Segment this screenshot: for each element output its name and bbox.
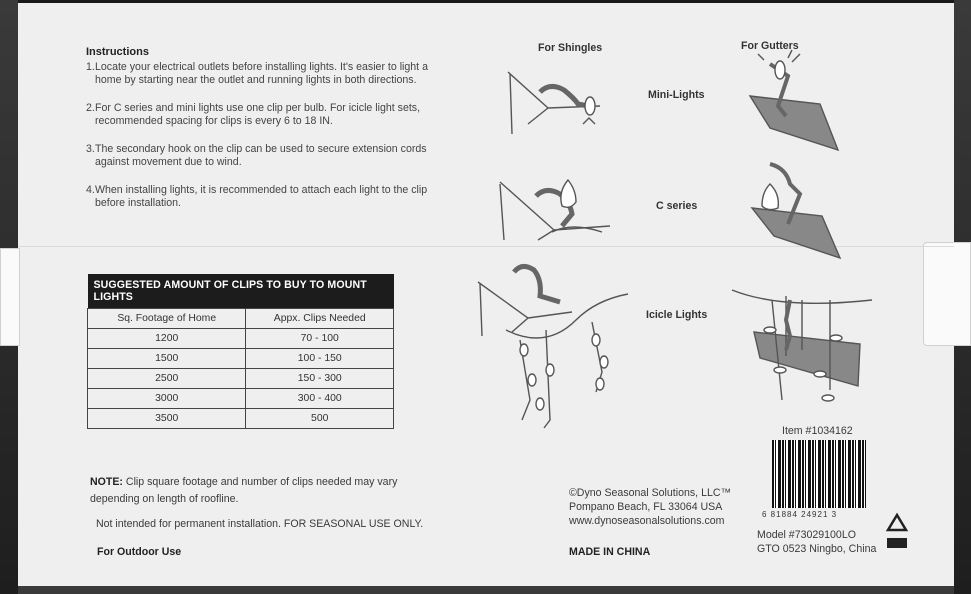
company-name: ©Dyno Seasonal Solutions, LLC™ <box>569 487 732 499</box>
step-text: The secondary hook on the clip can be used to secure extension cords against movement due to wind. <box>95 142 427 168</box>
step-text: When installing lights, it is recommended to attach each light to the clip before installation. <box>95 183 428 209</box>
mini-lights-shingle-illustration <box>508 72 600 134</box>
made-in-label: MADE IN CHINA <box>569 546 651 558</box>
recycle-icon <box>884 512 910 552</box>
model-info <box>757 528 876 556</box>
for-gutters-label: For Gutters <box>741 40 799 52</box>
company-info <box>569 486 731 528</box>
clips-cell: 150 - 300 <box>246 369 394 389</box>
step-text: For C series and mini lights use one clip per bulb. For icicle light sets, recommended spacing for clips is every 6 to 18 IN. <box>95 101 421 127</box>
clips-cell: 100 - 150 <box>246 349 394 369</box>
icicle-lights-gutter-illustration <box>732 290 872 401</box>
for-shingles-label: For Shingles <box>538 42 603 54</box>
icicle-lights-shingle-illustration <box>478 266 628 428</box>
clips-cell: 300 - 400 <box>246 389 394 409</box>
item-number: Item #1034162 <box>782 425 853 437</box>
table-header-clips: Appx. Clips Needed <box>246 309 394 329</box>
c-series-shingle-illustration <box>500 180 610 240</box>
seasonal-notice: Not intended for permanent installation. FOR SEASONAL USE ONLY. <box>96 518 424 530</box>
gto-code: GTO 0523 Ningbo, China <box>757 543 877 555</box>
table-header-sqft: Sq. Footage of Home <box>88 309 246 329</box>
clips-cell: 500 <box>246 409 394 429</box>
note-body: Clip square footage and number of clips needed may vary depending on length of roofline. <box>90 476 398 505</box>
mini-lights-label: Mini-Lights <box>648 89 705 101</box>
step-number: 3. <box>86 142 95 155</box>
company-url: www.dynoseasonalsolutions.com <box>569 515 725 527</box>
c-series-label: C series <box>656 200 698 212</box>
step-text: Locate your electrical outlets before installing lights. It's easier to light a home by starting near the outlet and running lights in both directions. <box>95 60 428 86</box>
sqft-cell: 1500 <box>88 349 246 369</box>
model-number: Model #73029100LO <box>757 529 856 541</box>
c-series-gutter-illustration <box>752 164 840 258</box>
step-number: 2. <box>86 101 95 114</box>
clips-cell: 70 - 100 <box>246 329 394 349</box>
sqft-cell: 3000 <box>88 389 246 409</box>
note-label: NOTE: <box>90 476 123 488</box>
sqft-cell: 1200 <box>88 329 246 349</box>
outdoor-use-label: For Outdoor Use <box>97 546 182 558</box>
table-title: SUGGESTED AMOUNT OF CLIPS TO BUY TO MOUNT LIGHTS <box>88 274 394 309</box>
barcode-digits: 6 81884 24921 3 <box>762 510 838 519</box>
icicle-lights-label: Icicle Lights <box>646 309 708 321</box>
company-address: Pompano Beach, FL 33064 USA <box>569 501 723 513</box>
step-number: 4. <box>86 183 95 196</box>
barcode <box>772 440 866 508</box>
sqft-cell: 3500 <box>88 409 246 429</box>
mini-lights-gutter-illustration <box>750 50 838 150</box>
step-number: 1. <box>86 60 95 73</box>
sqft-cell: 2500 <box>88 369 246 389</box>
instructions-heading: Instructions <box>86 46 149 58</box>
